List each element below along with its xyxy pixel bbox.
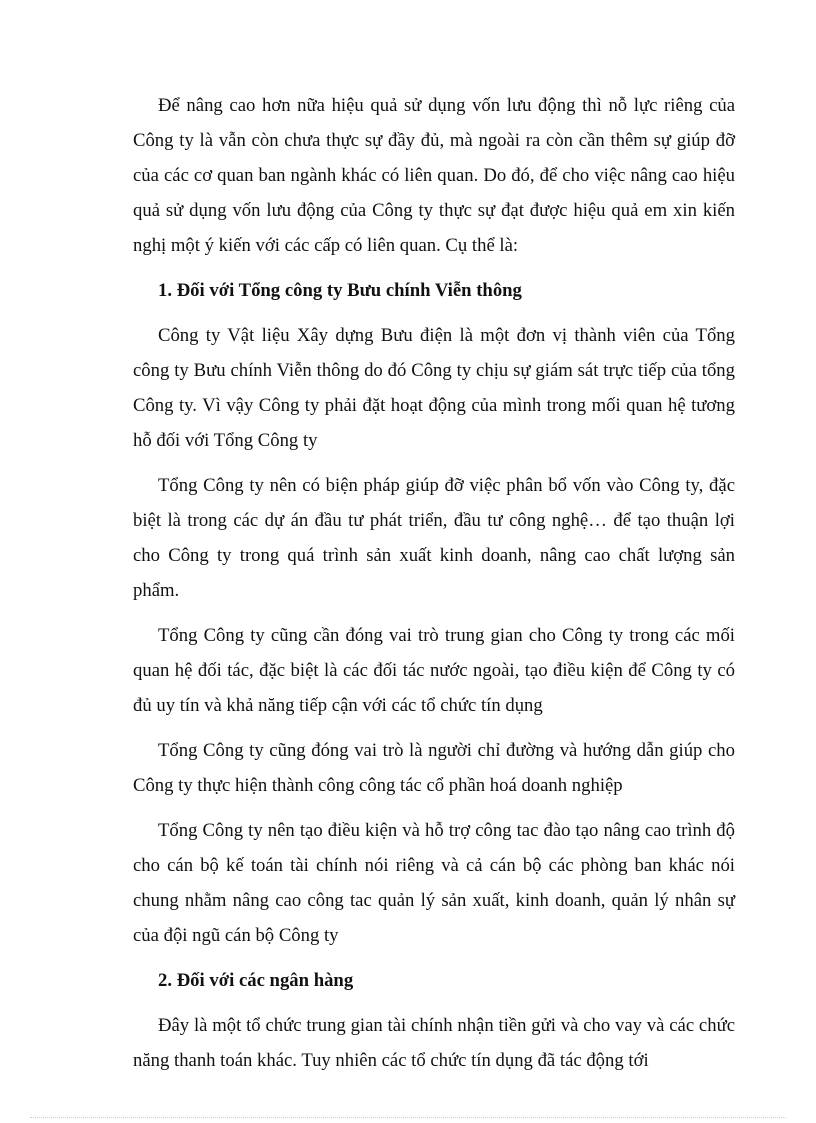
section-1-paragraph-3: Tổng Công ty cũng cần đóng vai trò trung gian cho Công ty trong các mối quan hệ đối tác, đặc biệt là các đối tác nước ngoài, tạo điều kiện để Công ty có đủ uy tín và khả năng tiếp cận với các tổ chức tín dụng — [133, 625, 735, 716]
section-1-paragraph-1: Công ty Vật liệu Xây dựng Bưu điện là một đơn vị thành viên của Tổng công ty Bưu chính Viễn thông do đó Công ty chịu sự giám sát trực tiếp của tổng Công ty. Vì vậy Công ty phải đặt hoạt động của mình trong mối quan hệ tương hỗ đối với Tổng Công ty — [133, 325, 735, 451]
section-1-paragraph-4: Tổng Công ty cũng đóng vai trò là người chỉ đường và hướng dẫn giúp cho Công ty thực hiện thành công công tác cổ phần hoá doanh nghiệp — [133, 740, 735, 796]
section-2-paragraph-1: Đây là một tổ chức trung gian tài chính nhận tiền gửi và cho vay và các chức năng thanh toán khác. Tuy nhiên các tổ chức tín dụng đã tác động tới — [133, 1015, 735, 1071]
section-2-heading: 2. Đối với các ngân hàng — [158, 970, 354, 991]
intro-paragraph: Để nâng cao hơn nữa hiệu quả sử dụng vốn lưu động thì nỗ lực riêng của Công ty là vẫn còn chưa thực sự đầy đủ, mà ngoài ra còn cần thêm sự giúp đỡ của các cơ quan ban ngành khác có liên quan. Do đó, để cho việc nâng cao hiệu quả sử dụng vốn lưu động của Công ty thực sự đạt được hiệu quả em xin kiến nghị một ý kiến với các cấp có liên quan. Cụ thể là: — [133, 95, 735, 256]
page-bottom-divider — [30, 1117, 786, 1118]
section-1-paragraph-2: Tổng Công ty nên có biện pháp giúp đỡ việc phân bổ vốn vào Công ty, đặc biệt là trong các dự án đầu tư phát triển, đầu tư công nghệ… để tạo thuận lợi cho Công ty trong quá trình sản xuất kinh doanh, nâng cao chất lượng sản phẩm. — [133, 475, 735, 601]
section-1-paragraph-5: Tổng Công ty nên tạo điều kiện và hỗ trợ công tac đào tạo nâng cao trình độ cho cán bộ kế toán tài chính nói riêng và cả cán bộ các phòng ban khác nói chung nhằm nâng cao công tac quản lý sản xuất, kinh doanh, quản lý nhân sự của đội ngũ cán bộ Công ty — [133, 820, 735, 946]
section-1-heading: 1. Đối với Tổng công ty Bưu chính Viễn thông — [158, 280, 522, 301]
document-page — [133, 88, 735, 1088]
